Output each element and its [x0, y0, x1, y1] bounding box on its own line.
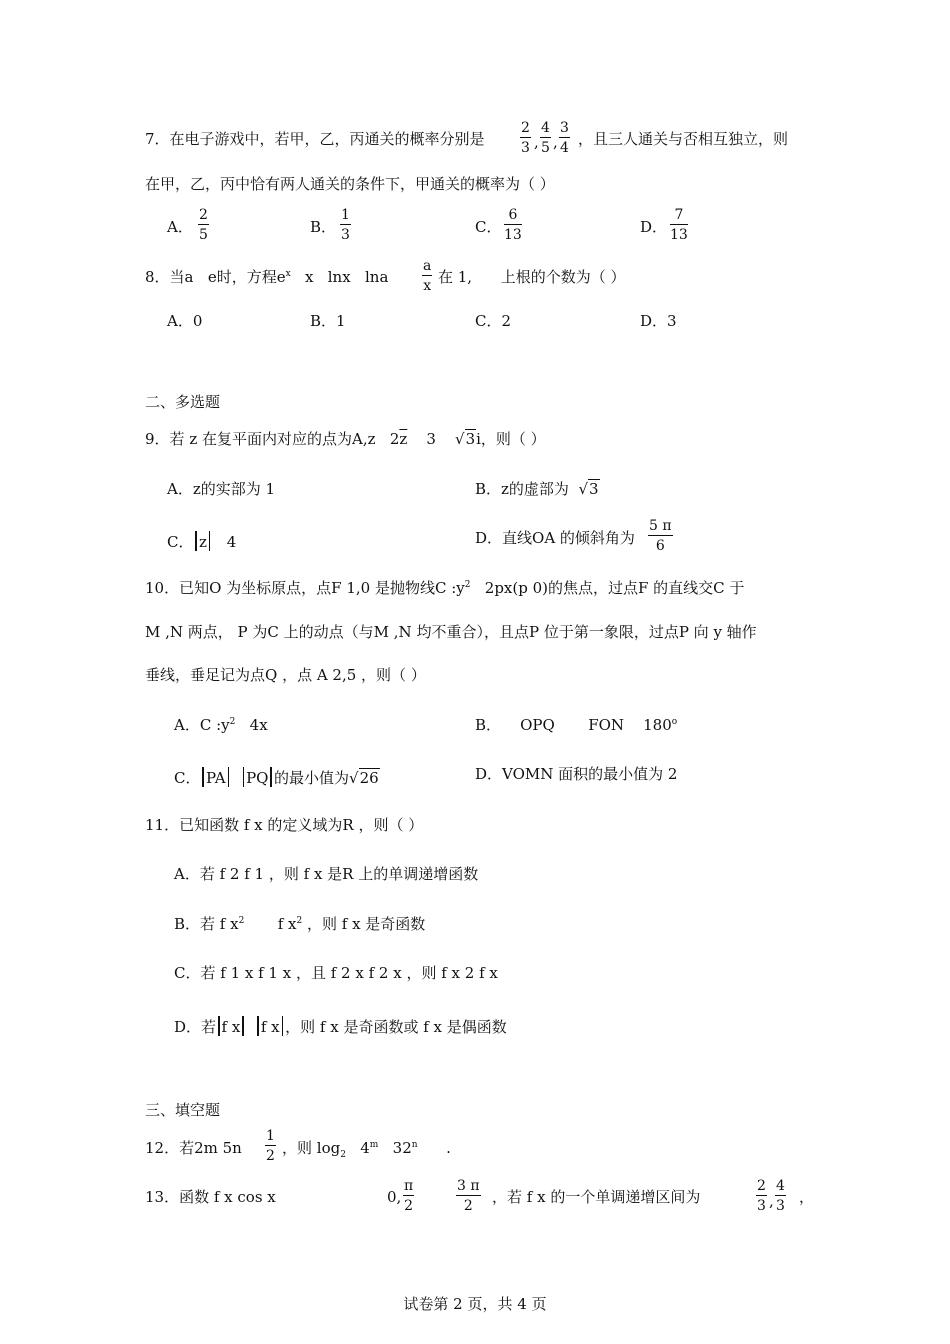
q7-frac-4-5: $\frac{4}{5}$ [541, 120, 550, 156]
q9-option-d-frac: $\frac{5 \pi}{6}$ [649, 518, 672, 554]
q12-stem-a: 12．若2m 5n [145, 1139, 242, 1157]
q9-stem: 9．若 z 在复平面内对应的点为A,z $2\overline{z}$ 3 √3i，则（ ） [145, 430, 546, 448]
q13-stem-b: ，若 f x 的一个单调递增区间为 [492, 1188, 701, 1206]
q8-option-d: D．3 [640, 312, 677, 330]
page-footer: 试卷第 2 页，共 4 页 [403, 1295, 547, 1313]
q7-option-b: B． [310, 218, 337, 236]
q13-comma: , [769, 1192, 774, 1210]
q10-stem-line3: 垂线，垂足记为点Q ，点 A 2,5 ，则（ ） [145, 666, 426, 684]
q8-option-b: B．1 [310, 312, 346, 330]
q13-frac-3pi-2: $\frac{3 \pi}{2}$ [457, 1178, 480, 1214]
q11-stem: 11．已知函数 f x 的定义域为R ，则（ ） [145, 816, 424, 834]
q7-stem-line2: 在甲，乙，丙中恰有两人通关的条件下，甲通关的概率为（ ） [145, 175, 555, 193]
q13-frac-pi-2: $\frac{\pi}{2}$ [404, 1178, 414, 1214]
q7-stem-b: ，且三人通关与否相互独立，则 [578, 130, 789, 148]
q9-option-c: C． z 4 [167, 533, 237, 551]
q12-frac-1-2: $\frac{1}{2}$ [266, 1128, 275, 1164]
q7-option-a-frac: $\frac{2}{5}$ [199, 207, 208, 243]
q7-stem-a: 7．在电子游戏中，若甲，乙，丙通关的概率分别是 [145, 130, 485, 148]
section-heading-fill-in: 三、填空题 [145, 1101, 221, 1119]
q7-frac-3-4: $\frac{3}{4}$ [560, 120, 569, 156]
q7-option-c-frac: $\frac{6}{13}$ [504, 207, 522, 243]
q7-comma: , [553, 133, 558, 151]
q13-interval-start: 0, [387, 1188, 402, 1206]
q12-stem-b: ，则 $\log_2$ 4$^m$ 32$^n$ . [282, 1139, 451, 1160]
q11-option-b: B．若 f $x^2$ f $x^2$ ，则 f x 是奇函数 [174, 915, 426, 933]
q11-option-a: A．若 f 2 f 1 ，则 f x 是R 上的单调递增函数 [174, 865, 479, 883]
q13-frac-4-3: $\frac{4}{3}$ [776, 1178, 785, 1214]
q8-option-a: A．0 [167, 312, 203, 330]
q10-option-a: A．C $:y^2$ 4x [174, 716, 268, 734]
q8-frac-a-x: $\frac{a}{x}$ [423, 258, 432, 294]
q13-stem-a: 13．函数 f x cos x [145, 1188, 276, 1206]
q7-option-a: A． [167, 218, 193, 236]
q9-option-b: B．z的虚部为 √3 [475, 480, 599, 498]
q10-option-d: D．VOMN 面积的最小值为 2 [475, 765, 678, 783]
q7-option-d: D． [640, 218, 668, 236]
q10-option-b: B． OPQ FON 180$^o$ [475, 716, 678, 734]
q13-stem-end: ， [799, 1188, 815, 1206]
q7-frac-2-3: $\frac{2}{3}$ [521, 120, 530, 156]
q11-option-d: D．若 f x f x ，则 f x 是奇函数或 f x 是偶函数 [174, 1018, 507, 1036]
q9-option-d: D．直线OA 的倾斜角为 [475, 529, 635, 547]
q8-option-c: C．2 [475, 312, 512, 330]
q10-option-c: C． PA PQ 的最小值为√26 [174, 769, 379, 787]
q7-option-d-frac: $\frac{7}{13}$ [670, 207, 688, 243]
q10-stem-line1: 10．已知O 为坐标原点，点F 1,0 是抛物线C $:y^2$ 2px(p 0)的焦点，过点F 的直线交C 于 [145, 579, 745, 597]
q10-stem-line2: M ,N 两点， P 为C 上的动点（与M ,N 均不重合），且点P 位于第一象限，过点P 向 y 轴作 [145, 623, 757, 641]
q11-option-c: C．若 f 1 x f 1 x ，且 f 2 x f 2 x ，则 f x 2 f x [174, 964, 498, 982]
section-heading-multiple-choice: 二、多选题 [145, 393, 221, 411]
q7-comma: , [534, 133, 539, 151]
q13-frac-2-3: $\frac{2}{3}$ [757, 1178, 766, 1214]
q7-option-b-frac: $\frac{1}{3}$ [341, 207, 350, 243]
q8-stem-b: 在 1, 上根的个数为（ ） [438, 268, 626, 286]
q8-stem: 8．当a e时，方程$e^x$ x lnx lna [145, 268, 389, 286]
q7-option-c: C． [475, 218, 502, 236]
q9-option-a: A．z的实部为 1 [167, 480, 276, 498]
